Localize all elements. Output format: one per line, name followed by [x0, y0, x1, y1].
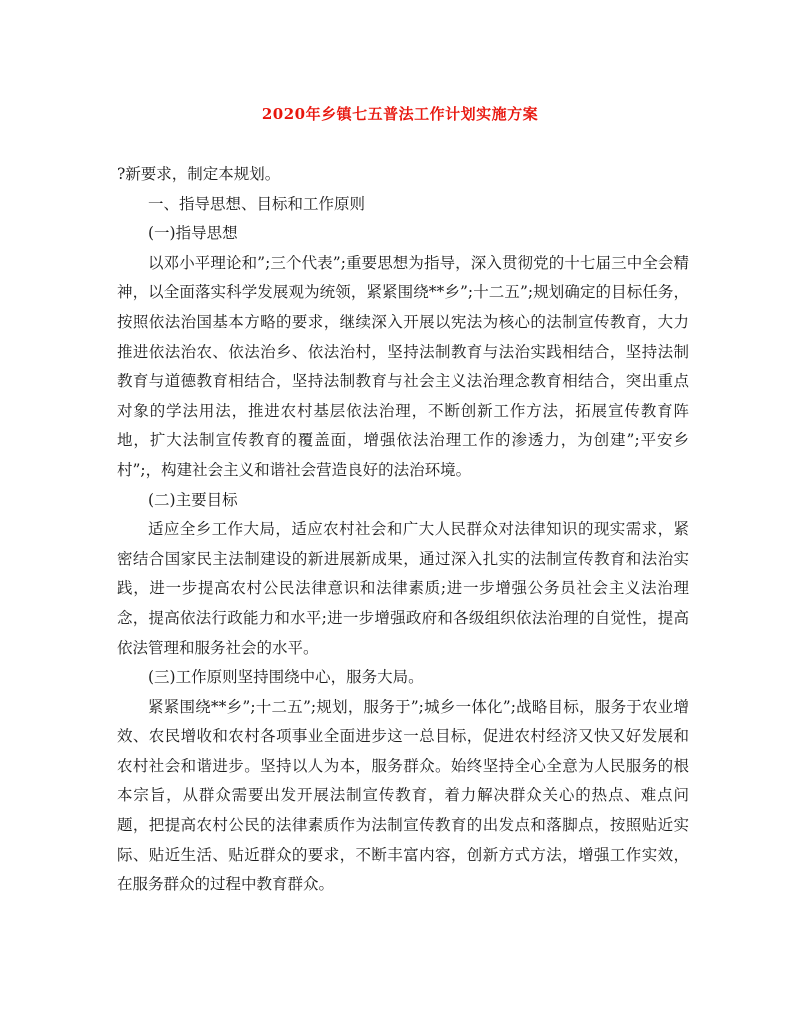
section-heading-1: 一、指导思想、目标和工作原则: [148, 194, 366, 213]
paragraph-work-principles: 紧紧围绕**乡”;十二五”;规划，服务于”;城乡一体化”;战略目标，服务于农业增效、农民增收和农村各项事业全面进步这一总目标，促进农村经济又快又好发展和农村社会和谐进步。坚持以人为本，服务群众。始终坚持全心全意为人民服务的根本宗旨，从群众需要出发开展法制宣传教育，着力解决群众关心的热点、难点问题，把提高农村公民的法律素质作为法制宣传教育的出发点和落脚点，按照贴近实际、贴近生活、贴近群众的要求，不断丰富内容，创新方式方法，增强工作实效，在服务群众的过程中教育群众。: [117, 697, 689, 894]
paragraph-intro-fragment: ?新要求，制定本规划。: [117, 165, 281, 183]
document-title: 2020年乡镇七五普法工作计划实施方案: [261, 105, 539, 123]
paragraph-main-goals: 适应全乡工作大局，适应农村社会和广大人民群众对法律知识的现实需求，紧密结合国家民主法制建设的新进展新成果，通过深入扎实的法制宣传教育和法治实践，进一步提高农村公民法律意识和法律素质;进一步增强公务员社会主义法治理念，提高依法行政能力和水平;进一步增强政府和各级组织依法治理的自觉性，提高依法管理和服务社会的水平。: [117, 520, 689, 657]
document-body: [117, 160, 689, 900]
subsection-heading-work-principles: (三)工作原则坚持围绕中心，服务大局。: [148, 668, 424, 687]
subsection-heading-main-goals: (二)主要目标: [148, 490, 238, 509]
subsection-heading-guiding-ideology: (一)指导思想: [148, 224, 238, 243]
paragraph-guiding-ideology: 以邓小平理论和”;三个代表”;重要思想为指导，深入贯彻党的十七届三中全会精神，以全面落实科学发展观为统领，紧紧围绕**乡”;十二五”;规划确定的目标任务，按照依法治国基本方略的要求，继续深入开展以宪法为核心的法制宣传教育，大力推进依法治农、依法治乡、依法治村，坚持法制教育与法治实践相结合，坚持法制教育与道德教育相结合，坚持法制教育与社会主义法治理念教育相结合，突出重点对象的学法用法，推进农村基层依法治理，不断创新工作方法，拓展宣传教育阵地，扩大法制宣传教育的覆盖面，增强依法治理工作的渗透力，为创建”;平安乡村”;，构建社会主义和谐社会营造良好的法治环境。: [117, 253, 689, 479]
